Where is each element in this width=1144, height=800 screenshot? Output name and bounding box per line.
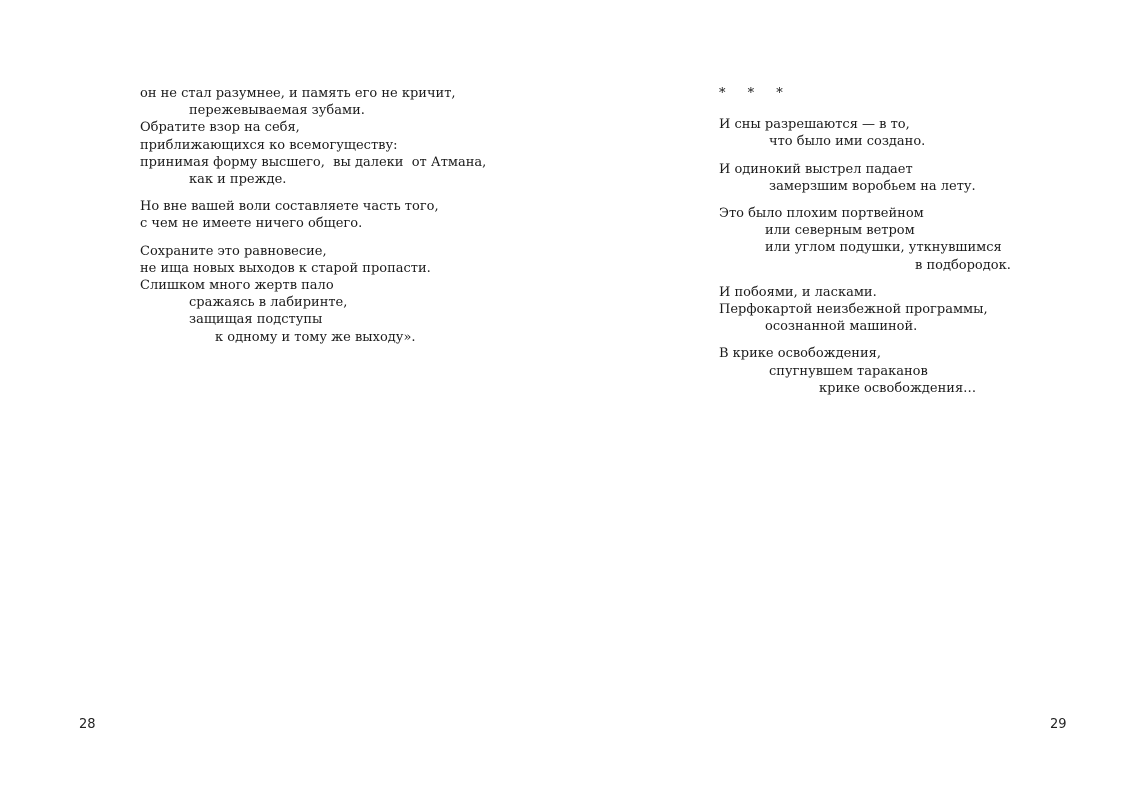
right-stanza-5 [719,345,1011,397]
poem-line: к одному и тому же выходу». [215,329,416,345]
poem-line: И побоями, и ласками. [719,284,877,300]
poem-line: замерзшим воробьем на лету. [769,178,976,194]
right-stanza-4 [719,284,1011,336]
poem-line: сражаясь в лабиринте, [189,295,348,311]
poem-line: он не стал разумнее, и память его не кричит, [140,86,456,101]
poem-line: или углом подушки, уткнувшимся [765,240,1002,256]
right-stanza-1 [719,116,1011,150]
right-stanza-2 [719,161,1011,195]
right-poem-text [719,85,1011,407]
poem-line: крике освобождения… [819,380,977,396]
poem-line: Перфокартой неизбежной программы, [719,302,988,318]
poem-line: Это было плохим портвейном [719,206,924,222]
poem-line: Слишком много жертв пало [140,278,334,294]
poem-line: или северным ветром [765,223,915,239]
right-page [572,0,1144,800]
poem-line: Но вне вашей воли составляете часть того, [140,199,439,215]
poem-line: Сохраните это равновесие, [140,243,327,259]
poem-line: пережевываемая зубами. [189,103,365,119]
poem-line: не ища новых выходов к старой пропасти. [140,260,431,276]
poem-line: защищая подступы [189,312,323,328]
poem-line: как и прежде. [189,172,287,188]
poem-line: что было ими создано. [769,134,926,150]
left-stanza-1 [140,85,486,188]
poem-line: в подбородок. [915,257,1011,273]
page-number-right: 29 [1050,717,1067,732]
left-stanza-2 [140,198,486,232]
poem-line: И одинокий выстрел падает [719,161,913,177]
poem-line: спугнувшем тараканов [769,363,928,379]
right-stanza-3 [719,205,1011,274]
poem-line: В крике освобождения, [719,346,881,362]
page-number-left: 28 [79,717,96,732]
poem-line: И сны разрешаются — в то, [719,117,910,133]
section-ornament: * * * [719,86,792,101]
poem-line: с чем не имеете ничего общего. [140,216,363,232]
left-poem-text [140,85,486,356]
left-stanza-3 [140,243,486,346]
poem-line: осознанной машиной. [765,319,918,335]
poem-line: Обратите взор на себя, [140,120,300,136]
poem-line: приближающихся ко всемогуществу: [140,137,398,153]
poem-line: принимая форму высшего, вы далеки от Атмана, [140,154,487,170]
